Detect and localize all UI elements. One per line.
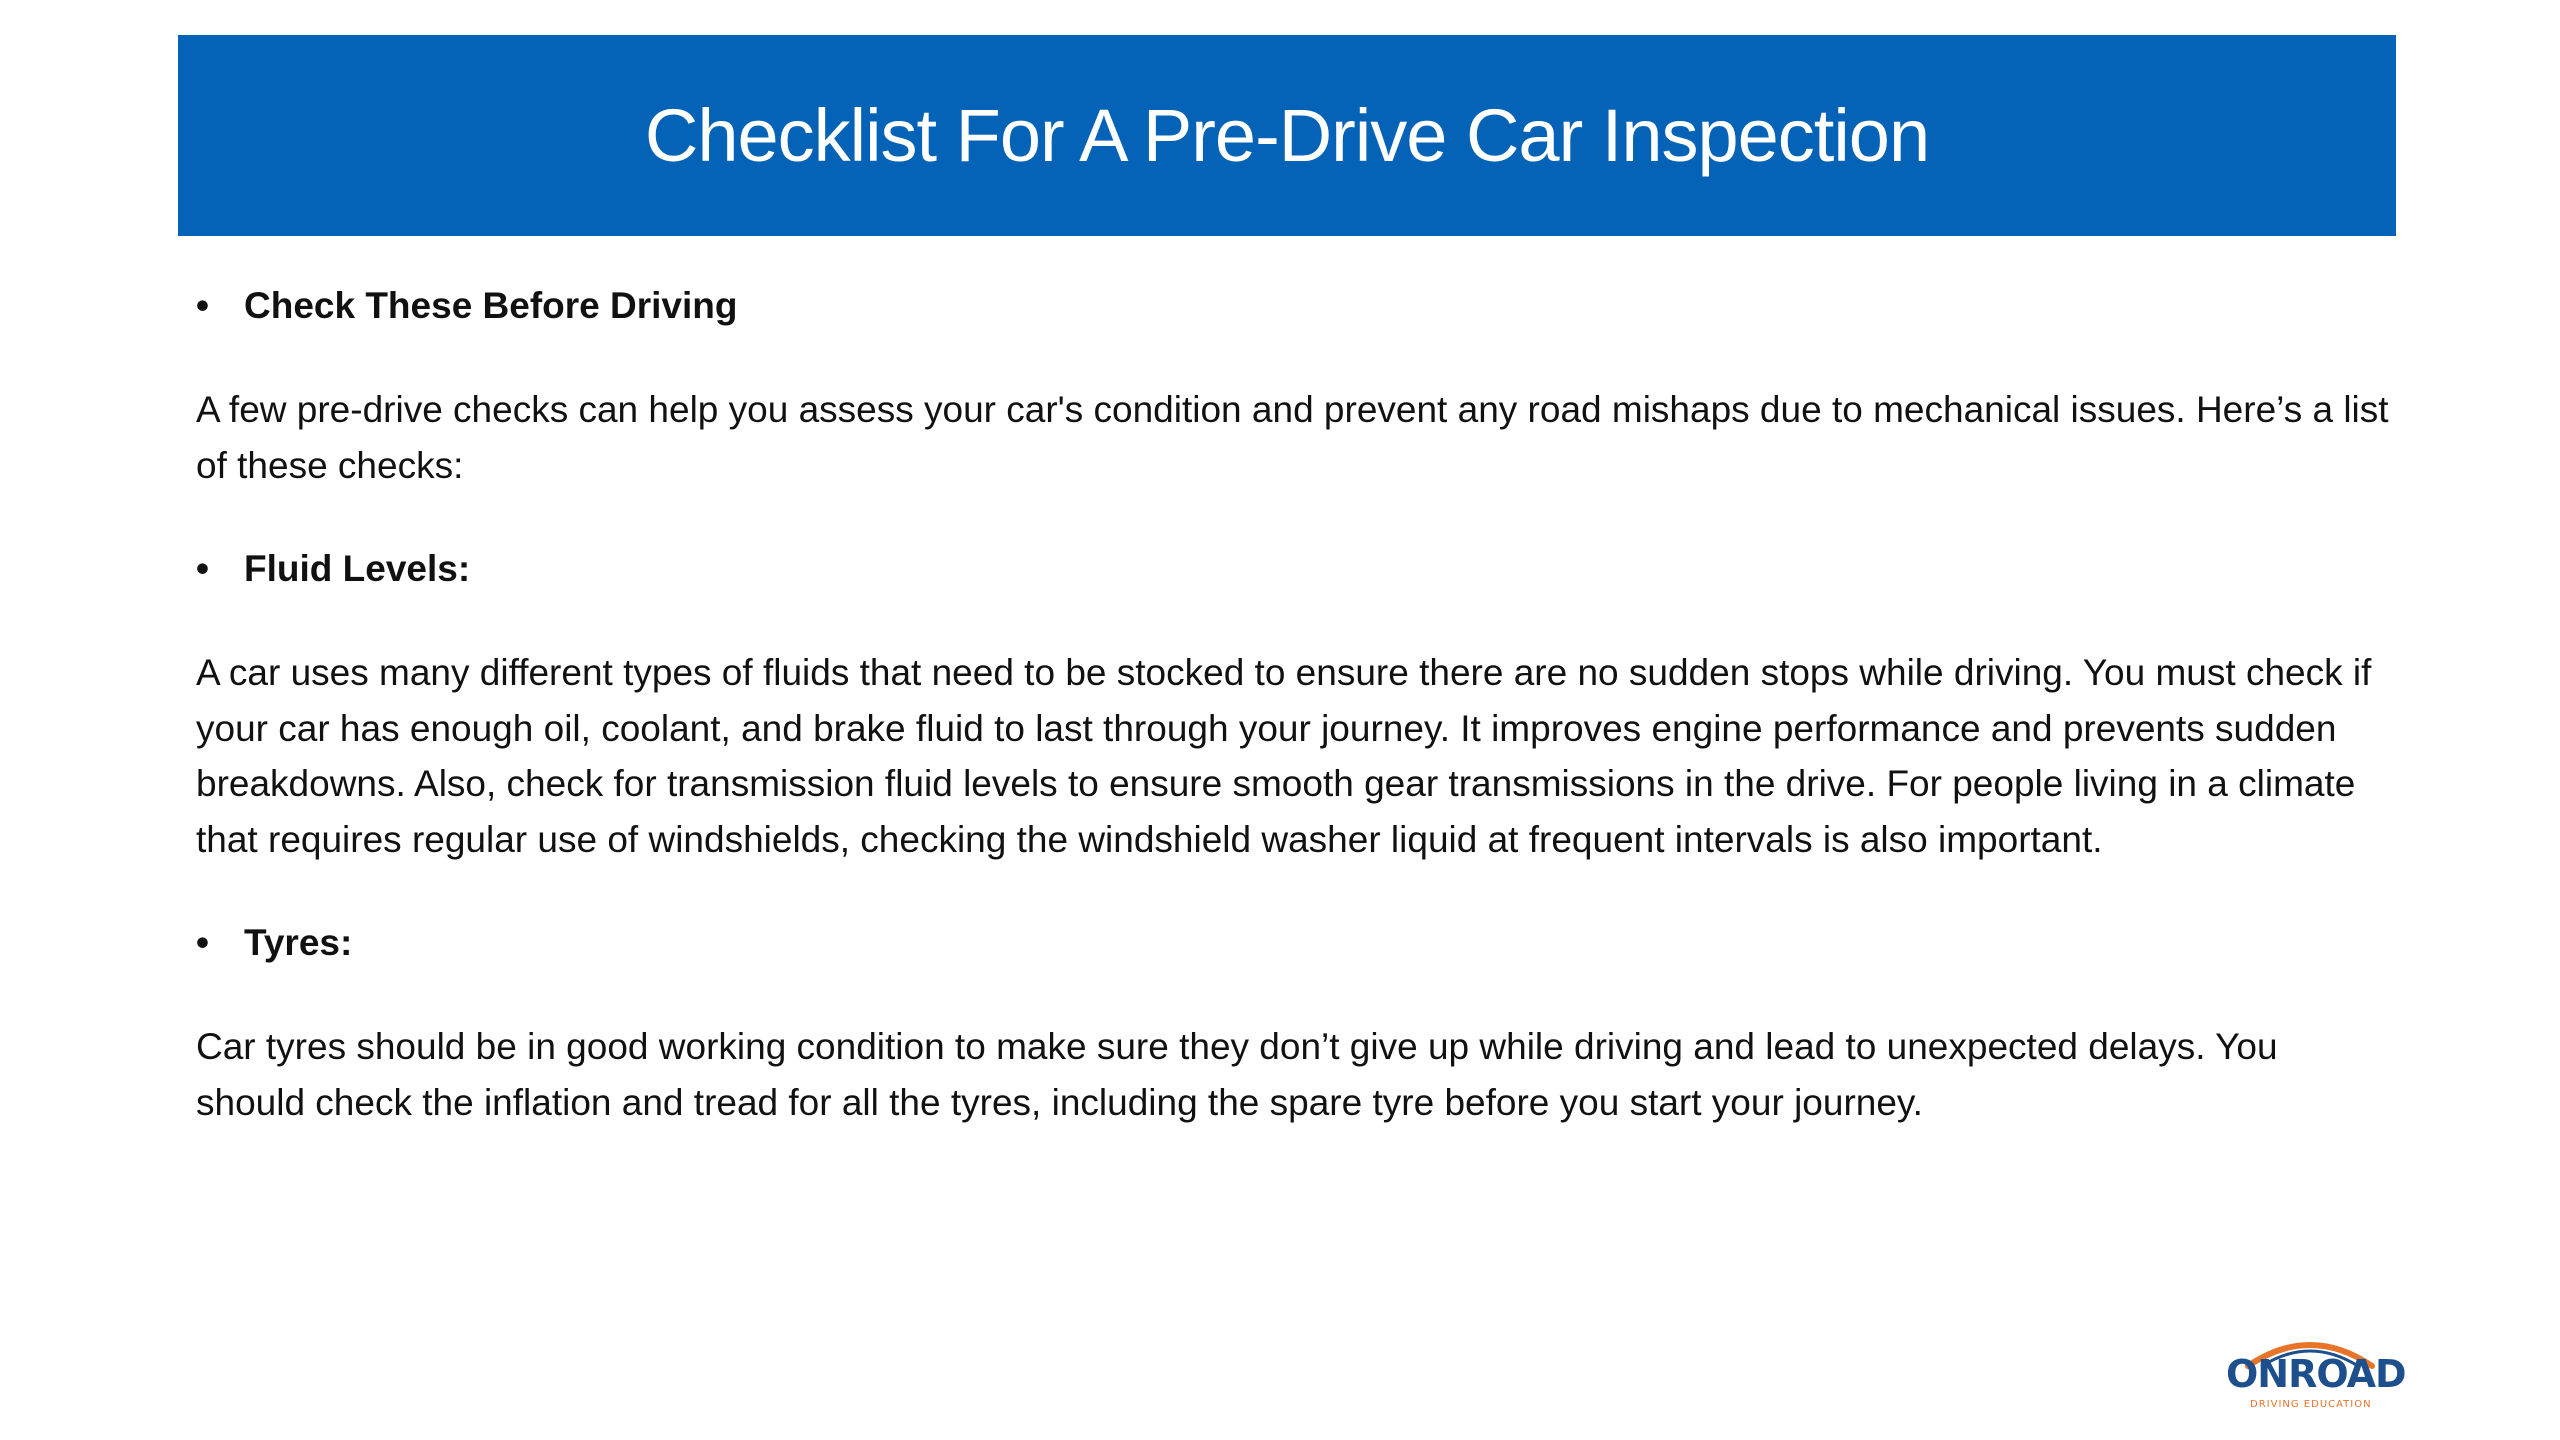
section-heading-text: Check These Before Driving xyxy=(244,285,738,326)
section-heading-text: Tyres: xyxy=(244,922,353,963)
section-heading-fluid-levels xyxy=(196,541,2396,597)
title-banner xyxy=(178,35,2396,236)
section-heading-tyres xyxy=(196,915,2396,971)
bullet-icon: • xyxy=(196,922,209,963)
logo-tagline: DRIVING EDUCATION xyxy=(2250,1399,2372,1410)
section-paragraph-tyres: Car tyres should be in good working condition to make sure they don’t give up while driving and lead to unexpected delays. You should check the inflation and tread for all the tyres, including the spare tyre before you start your journey. xyxy=(196,1026,2278,1123)
onroad-logo xyxy=(2220,1330,2410,1415)
bullet-icon: • xyxy=(196,285,209,326)
bullet-icon: • xyxy=(196,548,209,589)
section-heading-check-before-driving xyxy=(196,278,2396,334)
section-paragraph-fluid-levels: A car uses many different types of fluids that need to be stocked to ensure there are no sudden stops while driving. You must check if your car has enough oil, coolant, and brake fluid to last through your journey. It improves engine performance and prevents sudden breakdowns. Also, check for transmission fluid levels to ensure smooth gear transmissions in the drive. For people living in a climate that requires regular use of windshields, checking the windshield washer liquid at frequent intervals is also important. xyxy=(196,652,2372,860)
logo-wordmark: ONROAD xyxy=(2226,1352,2406,1396)
section-heading-text: Fluid Levels: xyxy=(244,548,471,589)
slide-content xyxy=(196,278,2396,1130)
slide-title: Checklist For A Pre-Drive Car Inspection xyxy=(644,93,1930,177)
section-paragraph-intro: A few pre-drive checks can help you assess your car's condition and prevent any road mishaps due to mechanical issues. Here’s a list of these checks: xyxy=(196,389,2389,486)
